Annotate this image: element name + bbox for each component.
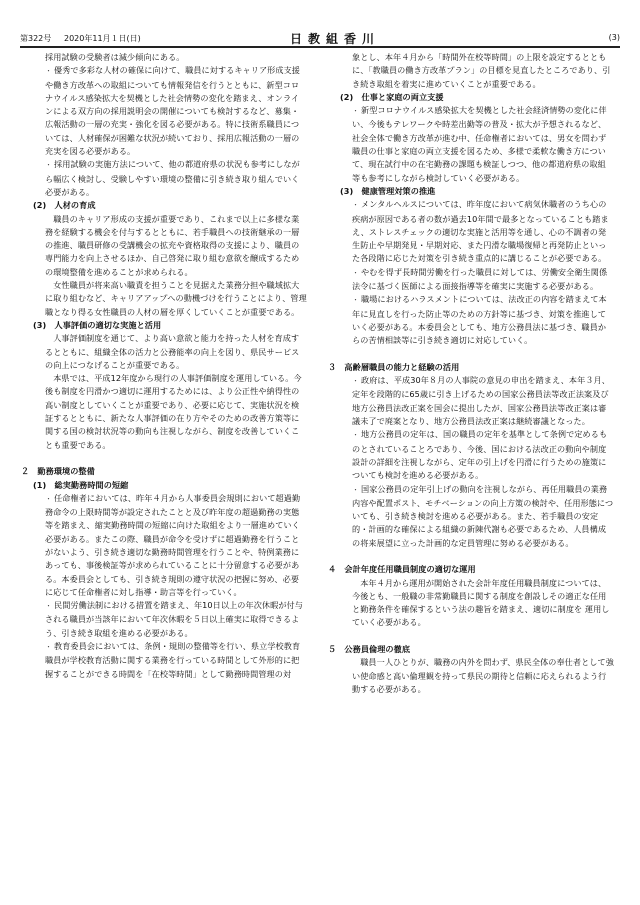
body-paragraph: [328, 656, 614, 696]
body-paragraph: [328, 374, 614, 428]
body-paragraph: [328, 428, 614, 482]
section-heading: [21, 465, 307, 478]
section-heading: [328, 563, 614, 576]
paragraph-text: ４ 会計年度任用職員制度の適切な運用: [328, 564, 476, 575]
newspaper-header: [20, 30, 620, 48]
spacer: [328, 550, 614, 563]
body-paragraph: [21, 279, 307, 319]
issue-number: 第322号: [20, 34, 52, 43]
paragraph-text: 優秀で多彩な人材の確保に向けて、職員に対するキャリア形成支援や働き方改革への取組についても情報発信を行うとともに、新型コロナウイルス感染拡大を契機とした社会情勢の変化を踏まえ、オンラインによる双方向の採用説明会の開催についても検討するなど、募集・広報活動の一層の充実・強化を図る必要がある。特に技術系職員については、人材確保が困難な状況が続いており、採用広報活動の一層の充実を図る必要がある。: [45, 65, 300, 157]
right-column: [328, 51, 614, 696]
subsection-heading: [21, 199, 307, 212]
body-paragraph: [21, 51, 307, 64]
left-column: [21, 51, 307, 681]
body-paragraph: [21, 599, 307, 640]
paragraph-text: 職場におけるハラスメントについては、法改正の内容を踏まえて本年に見直しを行った防止等のための方針等に基づき、対策を推進していく必要がある。本委員会としても、地方公務員法に基づき、職員からの苦情相談等に引き続き適切に対応していく。: [352, 294, 607, 346]
paragraph-text: (2) 仕事と家庭の両立支援: [340, 91, 444, 102]
body-paragraph: [21, 213, 307, 279]
paragraph-text: 教育委員会においては、条例・規則の整備等を行い、県立学校教育職員が学校教育活動に関する業務を行っている時間として外形的に把握することができる時間を「在校等時間」として勤務時間管理の対: [45, 641, 301, 679]
paragraph-text: やむを得ず長時間労働を行った職員に対しては、労働安全衛生関係法令に基づく医師による面接指導等を確実に実施する必要がある。: [352, 266, 608, 292]
paragraph-text: 人事評価制度を通じて、より高い意欲と能力を持った人材を育成するとともに、組織全体の活力と公務能率の向上を図り、県民サービスの向上につなげることが重要である。: [45, 333, 300, 370]
bullet-marker: ・: [352, 377, 360, 386]
body-paragraph: [21, 640, 307, 681]
bullet-marker: ・: [352, 296, 360, 305]
spacer: [328, 630, 614, 643]
issue-date: 2020年11月１日(日): [64, 34, 141, 43]
body-paragraph: [328, 51, 614, 91]
bullet-marker: ・: [45, 161, 53, 170]
body-paragraph: [328, 293, 614, 347]
body-paragraph: [21, 64, 307, 158]
bullet-marker: ・: [352, 107, 360, 116]
bullet-marker: ・: [45, 643, 53, 652]
paragraph-text: 象とし、本年４月から「時間外在校等時間」の上限を設定するとともに、「教職員の働き方改革プラン」の目標を見直したところであり、引き続き取組を着実に進めていくことが重要である。: [352, 52, 611, 89]
paragraph-text: 女性職員が将来高い職責を担うことを見据えた業務分担や職域拡大に取り組むなど、キャリアアップへの動機づけを行うことにより、管理職となり得る女性職員の人材の層を厚くしていくことが重要である。: [45, 280, 307, 317]
paragraph-text: (3) 健康管理対策の推進: [340, 185, 436, 196]
paragraph-text: ２ 勤務環境の整備: [21, 466, 95, 477]
subsection-heading: [21, 479, 307, 492]
paragraph-text: 国家公務員の定年引上げの動向を注視しながら、再任用職員の業務内容や配置ポスト、モチベーションの向上方策の検討や、任用形態についても、引き続き検討を進める必要がある。また、若手職員の安定的・計画的な確保による組織の新陳代謝も必要であるため、人員構成の将来展望に立った計画的な定員管理に努める必要がある。: [352, 483, 614, 548]
page-number: (3): [608, 33, 620, 42]
paragraph-text: ５ 公務員倫理の徹底: [328, 644, 411, 655]
paragraph-text: 職員一人ひとりが、職務の内外を問わず、県民全体の奉仕者として強い使命感と高い倫理観を持って県民の期待と信頼に応えられるよう行動する必要がある。: [352, 657, 614, 694]
bullet-marker: ・: [352, 268, 360, 277]
bullet-marker: ・: [352, 431, 360, 440]
body-paragraph: [21, 332, 307, 372]
paragraph-text: 本県では、平成12年度から現行の人事評価制度を運用している。今後も制度を円滑かつ適切に運用するためには、より公正性や納得性の高い制度としていくことが重要であり、必要に応じて、実施状況を検証するとともに、新たな人事評価の在り方やそのための改善方策等に関する国の検討状況等の動向も注視しながら、制度を改善していくことも重要である。: [45, 373, 302, 450]
body-paragraph: [328, 104, 614, 185]
paragraph-text: (2) 人材の育成: [33, 200, 96, 211]
paragraph-text: 新型コロナウイルス感染拡大を契機とした社会経済情勢の変化に伴い、今後もテレワークや時差出勤等の普及・拡大が予想されるなど、社会全体で働き方改革が進む中、任命権者においては、男女を問わず職員の仕事と家庭の両立支援を図るため、多様で柔軟な働き方について、現在試行中の在宅勤務の課題も検証しつつ、他の都道府県の取組等も参考にしながら検討していく必要がある。: [352, 105, 607, 183]
paragraph-text: 採用試験の実施方法について、他の都道府県の状況も参考にしながら幅広く検討し、受験しやすい環境の整備に引き続き取り組んでいく必要がある。: [45, 159, 300, 197]
paragraph-text: 民間労働法制における措置を踏まえ、年10日以上の年次休暇が付与される職員が当該年において年次休暇を５日以上確実に取得できるよう、引き続き取組を進める必要がある。: [45, 600, 303, 638]
subsection-heading: [328, 185, 614, 198]
body-paragraph: [328, 577, 614, 630]
spacer: [21, 452, 307, 465]
subsection-heading: [328, 91, 614, 104]
bullet-marker: ・: [45, 602, 53, 611]
paragraph-text: (1) 総実勤務時間の短縮: [33, 479, 129, 490]
body-paragraph: [328, 483, 614, 550]
subsection-heading: [21, 319, 307, 332]
bullet-marker: ・: [352, 201, 360, 210]
paragraph-text: 地方公務員の定年は、国の職員の定年を基準として条例で定めるものとされていることろであり、今後、国における法改正の動向や制度設計の詳細を注視しながら、定年の引上げを円滑に行うための施策についても検討を進める必要がある。: [352, 429, 608, 481]
body-paragraph: [21, 158, 307, 199]
body-paragraph: [328, 266, 614, 294]
paragraph-text: 本年４月から運用が開始された会計年度任用職員制度については、今後とも、一般職の非常勤職員に関する制度を創設しその適正な任用と勤務条件を確保するという法の趣旨を踏まえ、適切に制度を 運用していく必要がある。: [352, 577, 610, 628]
paragraph-text: メンタルヘルスについては、昨年度において病気休職者のうち心の疾病が原因である者の数が過去10年間で最多となっていることも踏まえ、ストレスチェックの適切な実施と活用等を通し、心の不調者の発生防止や早期発見・早期対応、また円滑な職場復帰と再発防止といった各段階に応じた対策を引き続き重点的に講じることが必要である。: [352, 199, 609, 264]
body-paragraph: [21, 372, 307, 452]
paragraph-text: ３ 高齢層職員の能力と経験の活用: [328, 361, 460, 372]
section-heading: [328, 361, 614, 374]
paragraph-text: (3) 人事評価の適切な実施と活用: [33, 319, 162, 330]
body-paragraph: [328, 198, 614, 265]
paragraph-text: 職員のキャリア形成の支援が重要であり、これまで以上に多様な業務を経験する機会を付与するとともに、若手職員への技術継承の一層の推進、職員研修の受講機会の拡充や資格取得の支援により、職員の専門能力を向上させるほか、自己啓発に取り組む意欲を醸成するための環境整備を進めることが求められる。: [45, 213, 300, 277]
bullet-marker: ・: [45, 494, 53, 503]
paragraph-text: 採用試験の受験者は減少傾向にある。: [45, 52, 185, 62]
bullet-marker: ・: [45, 67, 53, 76]
section-heading: [328, 643, 614, 656]
spacer: [328, 348, 614, 361]
paragraph-text: 政府は、平成30年８月の人事院の意見の申出を踏まえ、本年３月、定年を段階的に65歳に引き上げるための国家公務員法等改正法案及び地方公務員法改正案を国会に提出したが、国家公務員法等改正案は審議未了で廃案となり、地方公務員法改正案は継続審議となった。: [352, 375, 610, 427]
paragraph-text: 任命権者においては、昨年４月から人事委員会規則において超過勤務命令の上限時間等が設定されたことと及び昨年度の超過勤務の実態等を踏まえ、縮実勤務時間の短縮に向けた取組をより一層進めていく必要がある。またこの際、職員が命令を受けずに超過勤務を行うことがないよう、引き続き適切な勤務時間管理を行うことや、特例業務にあっても、事後検証等が求められていることに十分留意する必要がある。本委員会としても、引き続き規則の遵守状況の把握に努め、必要に応じて任命権者に対し指導・助言等を行っていく。: [45, 492, 301, 597]
body-paragraph: [21, 492, 307, 599]
bullet-marker: ・: [352, 485, 360, 494]
newspaper-title: 日教組香川: [290, 32, 381, 46]
